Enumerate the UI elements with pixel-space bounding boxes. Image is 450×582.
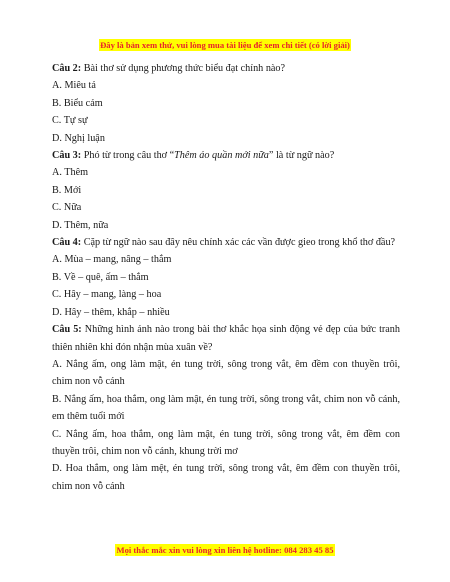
question-text: Bài thơ sử dụng phương thức biểu đạt chính nào? bbox=[81, 63, 286, 74]
quoted-verse: Thêm áo quần mới nữa bbox=[174, 150, 269, 162]
answer-option: A. Thêm bbox=[52, 167, 89, 179]
preview-notice-banner bbox=[0, 40, 450, 50]
question-text-end: ” là từ ngữ nào? bbox=[268, 150, 335, 162]
answer-option: D. Thêm, nữa bbox=[52, 219, 109, 231]
question-label: Câu 3: bbox=[52, 150, 82, 162]
answer-option: A. Nắng ấm, ong làm mật, én tung trời, sông trong vắt, êm đềm con thuyền trôi, chim non vỗ cánh bbox=[52, 358, 400, 388]
question-text: Những hình ảnh nào trong bài thơ khắc họa sinh động vẻ đẹp của bức tranh thiên nhiên khi đón nhận mùa xuân về? bbox=[52, 324, 400, 353]
hotline-contact-banner bbox=[0, 545, 450, 555]
hotline-contact-text: Mọi thắc mắc xin vui lòng xin liên hệ hotline: 084 283 45 85 bbox=[116, 545, 334, 555]
answer-option: B. Biểu cảm bbox=[52, 97, 103, 109]
question-label: Câu 5: bbox=[52, 324, 82, 336]
question-title bbox=[52, 234, 400, 251]
answer-option: C. Nắng ấm, hoa thắm, ong làm mật, én tung trời, sông trong vắt, êm đềm con thuyền trôi, chim non vỗ cánh, khung trời mơ bbox=[52, 428, 400, 457]
answer-option: B. Mới bbox=[52, 184, 82, 196]
answer-option: D. Hoa thắm, ong làm mệt, én tung trời, sông trong vắt, êm đềm con thuyền trôi, chim non vỗ cánh bbox=[52, 463, 400, 492]
question-4 bbox=[52, 234, 400, 321]
answer-option: C. Nữa bbox=[52, 202, 82, 214]
answer-option: D. Nghị luận bbox=[52, 132, 105, 144]
answer-option: A. Mùa – mang, nâng – thắm bbox=[52, 254, 172, 266]
answer-option: D. Hây – thêm, khắp – nhiều bbox=[52, 306, 170, 318]
question-text: Phó từ trong câu thơ “ bbox=[81, 150, 175, 162]
answer-option: B. Nắng ấm, hoa thắm, ong làm mật, én tung trời, sông trong vắt, chim non vỗ cánh, em thêm tuổi mới bbox=[52, 393, 400, 423]
answer-option: C. Tự sự bbox=[52, 115, 88, 127]
answer-option: B. Về – quê, ấm – thắm bbox=[52, 271, 149, 283]
question-label: Câu 2: bbox=[52, 63, 82, 74]
question-5 bbox=[52, 321, 400, 495]
question-title bbox=[52, 147, 400, 164]
question-2 bbox=[52, 60, 400, 147]
answer-option: A. Miêu tả bbox=[52, 80, 96, 92]
question-title bbox=[52, 321, 400, 356]
document-body bbox=[52, 60, 400, 495]
question-title bbox=[52, 60, 400, 77]
answer-option: C. Hây – mang, làng – hoa bbox=[52, 289, 162, 301]
preview-notice-text: Đây là bản xem thử, vui lòng mua tài liệu để xem chi tiết (có lời giải) bbox=[100, 40, 350, 50]
question-text: Cặp từ ngữ nào sau đây nêu chính xác các vần được gieo trong khổ thơ đầu? bbox=[81, 237, 396, 249]
question-label: Câu 4: bbox=[52, 237, 82, 249]
question-3 bbox=[52, 147, 400, 234]
